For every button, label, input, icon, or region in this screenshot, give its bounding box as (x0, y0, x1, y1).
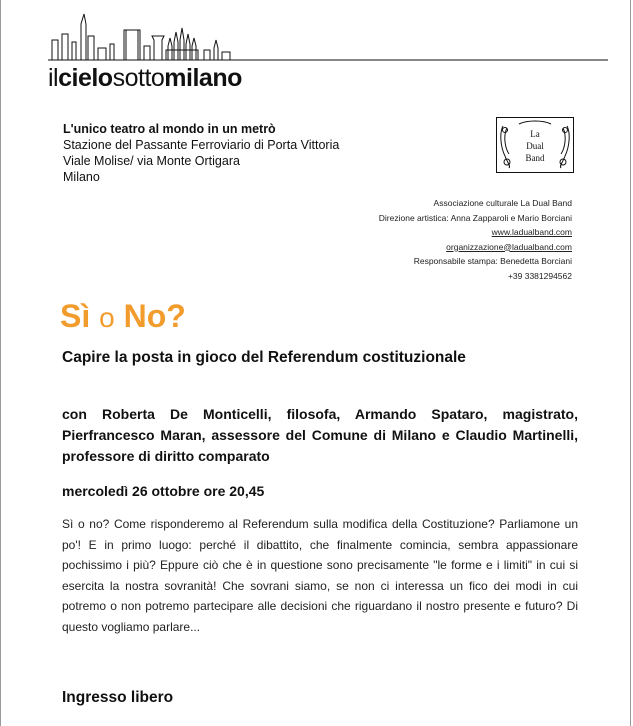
band-logo-la: La (530, 129, 540, 139)
title-no: No? (123, 298, 186, 334)
press-contact: Responsabile stampa: Benedetta Borciani (413, 256, 572, 266)
entry-note: Ingresso libero (62, 689, 174, 706)
event-description: Sì o no? Come risponderemo al Referendum sulla modifica della Costituzione? Parliamone un po'! E in primo luogo: perché il dibattito, che finalmente comincia, sembra appassionare pochissimo i più? Eppure ciò che è in questione sono precisamente "le forme e i limiti" in cui si esercita la nostra sovranità! Che sovrani siamo, se non ci interessa un fico dei modi in cui potremo o non potremo partecipare alle decisioni che riguardano il nostro presente e futuro? Di questo vogliamo parlare... (62, 517, 578, 634)
venue-city: Milano (63, 170, 100, 184)
association-name: Associazione culturale La Dual Band (433, 198, 572, 208)
event-speakers: con Roberta De Monticelli, filosofa, Armando Spataro, magistrato, Pierfrancesco Maran, assessore del Comune di Milano e Claudio Martinelli, professore di diritto comparato (62, 406, 578, 464)
title-si: Sì (60, 298, 91, 334)
phone-number: +39 3381294562 (507, 270, 572, 281)
venue-info (63, 121, 339, 185)
brand-word-milano: milano (164, 64, 242, 92)
band-logo-dual: Dual (526, 141, 544, 151)
email-link[interactable]: organizzazione@ladualband.com (446, 241, 572, 252)
event-title (60, 298, 186, 335)
website-link[interactable]: www.ladualband.com (491, 227, 572, 237)
brand-word-il: il (48, 64, 59, 92)
brand-word-cielo: cielo (58, 64, 113, 92)
event-date: mercoledì 26 ottobre ore 20,45 (62, 483, 265, 499)
title-o: o (99, 302, 115, 333)
brand-word-sotto: sotto (112, 64, 165, 92)
band-logo-band: Band (525, 153, 545, 163)
venue-address: Viale Molise/ via Monte Ortigara (63, 154, 240, 168)
venue-tagline: L'unico teatro al mondo in un metrò (63, 122, 276, 136)
header-logo (48, 10, 608, 100)
dual-band-logo (496, 117, 574, 173)
association-info (379, 196, 572, 283)
brand-wordmark (48, 64, 242, 93)
milano-skyline-icon (48, 10, 608, 62)
event-subtitle: Capire la posta in gioco del Referendum costituzionale (62, 349, 466, 366)
venue-station: Stazione del Passante Ferroviario di Porta Vittoria (63, 138, 340, 152)
artistic-direction: Direzione artistica: Anna Zapparoli e Mario Borciani (378, 212, 572, 223)
